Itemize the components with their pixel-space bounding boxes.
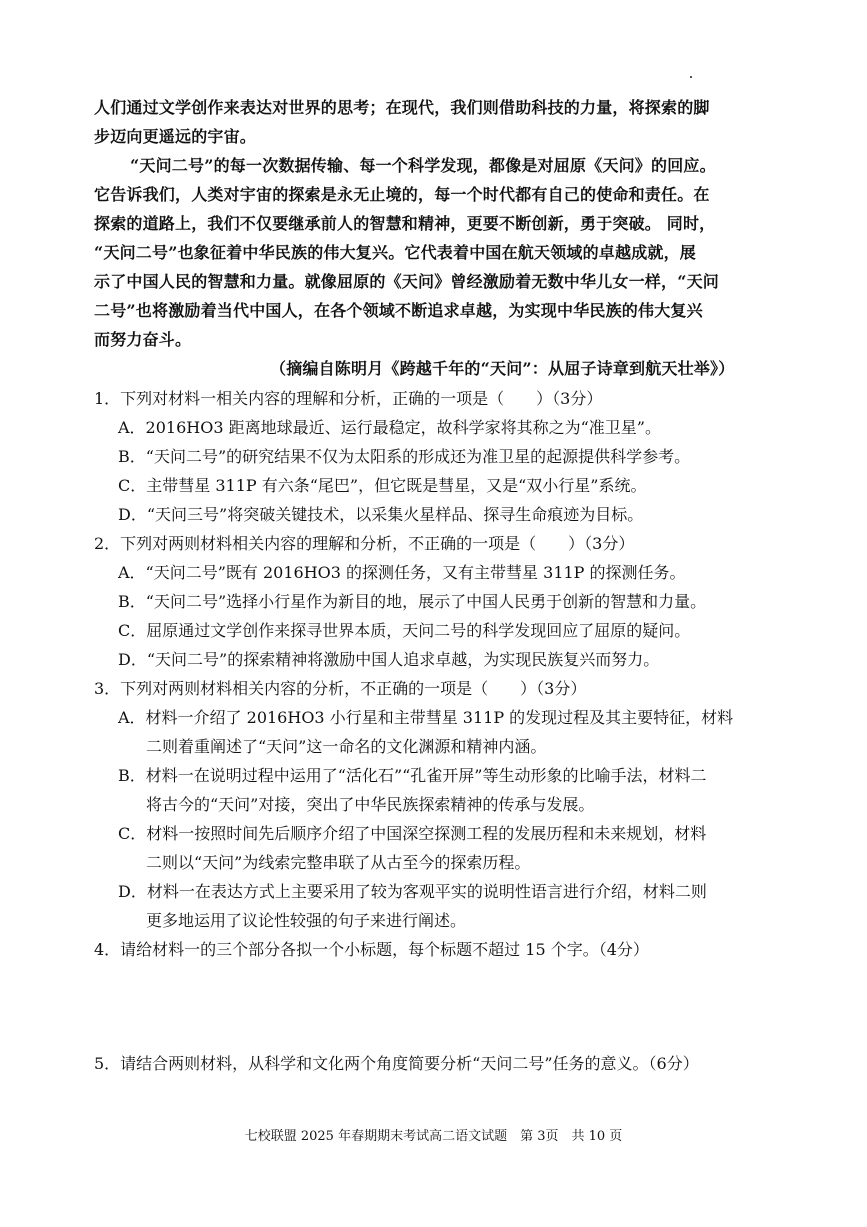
question-3-option-d-line-2: 更多地运用了议论性较强的句子来进行阐述。: [146, 911, 467, 930]
question-3-option-c-line-2: 二则以“天问”为线索完整串联了从古至今的探索历程。: [146, 853, 531, 872]
question-1-option-b: B．“天问二号”的研究结果不仅为太阳系的形成还为准卫星的起源提供科学参考。: [118, 447, 691, 466]
passage-line-1: 人们通过文学创作来表达对世界的思考；在现代，我们则借助科技的力量，将探索的脚: [94, 98, 710, 117]
passage-source: （摘编自陈明月《跨越千年的“天问”：从屈子诗章到航天壮举》）: [270, 359, 735, 378]
question-2-stem: 2．下列对两则材料相关内容的理解和分析，不正确的一项是（ ）（3分）: [94, 534, 635, 553]
passage-line-2: 步迈向更遥远的宇宙。: [94, 127, 257, 146]
question-3-stem: 3．下列对两则材料相关内容的分析，不正确的一项是（ ）（3分）: [94, 679, 587, 698]
scan-speck: [690, 76, 692, 78]
question-2-option-a: A．“天问二号”既有 2016HO3 的探测任务，又有主带彗星 311P 的探测任务。: [118, 563, 686, 582]
passage-line-3: “天问二号”的每一次数据传输、每一个科学发现，都像是对屈原《天问》的回应。: [130, 156, 716, 175]
passage-line-5: 探索的道路上，我们不仅要继承前人的智慧和精神，更要不断创新，勇于突破。 同时，: [94, 214, 716, 233]
question-2-option-c: C．屈原通过文学创作来探寻世界本质，天问二号的科学发现回应了屈原的疑问。: [118, 621, 691, 640]
passage-line-8: 二号”也将激励着当代中国人，在各个领域不断追求卓越，为实现中华民族的伟大复兴: [94, 301, 703, 320]
question-2-option-b: B．“天问二号”选择小行星作为新目的地，展示了中国人民勇于创新的智慧和力量。: [118, 592, 707, 611]
question-5-stem: 5．请结合两则材料，从科学和文化两个角度简要分析“天问二号”任务的意义。（6分）: [94, 1054, 699, 1073]
question-1-stem: 1．下列对材料一相关内容的理解和分析，正确的一项是（ ）（3分）: [94, 389, 603, 408]
question-3-option-b-line-1: B．材料一在说明过程中运用了“活化石”“孔雀开屏”等生动形象的比喻手法，材料二: [118, 766, 707, 785]
question-2-option-d: D．“天问二号”的探索精神将激励中国人追求卓越，为实现民族复兴而努力。: [118, 650, 660, 669]
question-1-option-d: D．“天问三号”将突破关键技术，以采集火星样品、探寻生命痕迹为目标。: [118, 505, 644, 524]
passage-line-9: 而努力奋斗。: [94, 330, 192, 349]
passage-line-7: 示了中国人民的智慧和力量。就像屈原的《天问》曾经激励着无数中华儿女一样，“天问: [94, 272, 720, 291]
passage-line-4: 它告诉我们，人类对宇宙的探索是永无止境的，每一个时代都有自己的使命和责任。在: [94, 185, 710, 204]
question-1-option-a: A．2016HO3 距离地球最近、运行最稳定，故科学家将其称之为“准卫星”。: [118, 418, 661, 437]
question-3-option-b-line-2: 将古今的“天问”对接，突出了中华民族探索精神的传承与发展。: [146, 795, 595, 814]
question-3-option-a-line-2: 二则着重阐述了“天问”这一命名的文化渊源和精神内涵。: [146, 737, 547, 756]
page-footer: 七校联盟 2025 年春期期末考试高二语文试题 第 3页 共 10 页: [244, 1129, 623, 1144]
question-3-option-a-line-1: A．材料一介绍了 2016HO3 小行星和主带彗星 311P 的发现过程及其主要特征，材料: [118, 708, 734, 727]
question-3-option-c-line-1: C．材料一按照时间先后顺序介绍了中国深空探测工程的发展历程和未来规划，材料: [118, 824, 707, 843]
question-4-stem: 4．请给材料一的三个部分各拟一个小标题，每个标题不超过 15 个字。（4分）: [94, 940, 649, 959]
passage-line-6: “天问二号”也象征着中华民族的伟大复兴。它代表着中国在航天领域的卓越成就，展: [94, 243, 697, 262]
question-3-option-d-line-1: D．材料一在表达方式上主要采用了较为客观平实的说明性语言进行介绍，材料二则: [118, 882, 707, 901]
question-1-option-c: C．主带彗星 311P 有六条“尾巴”，但它既是彗星，又是“双小行星”系统。: [118, 476, 647, 495]
